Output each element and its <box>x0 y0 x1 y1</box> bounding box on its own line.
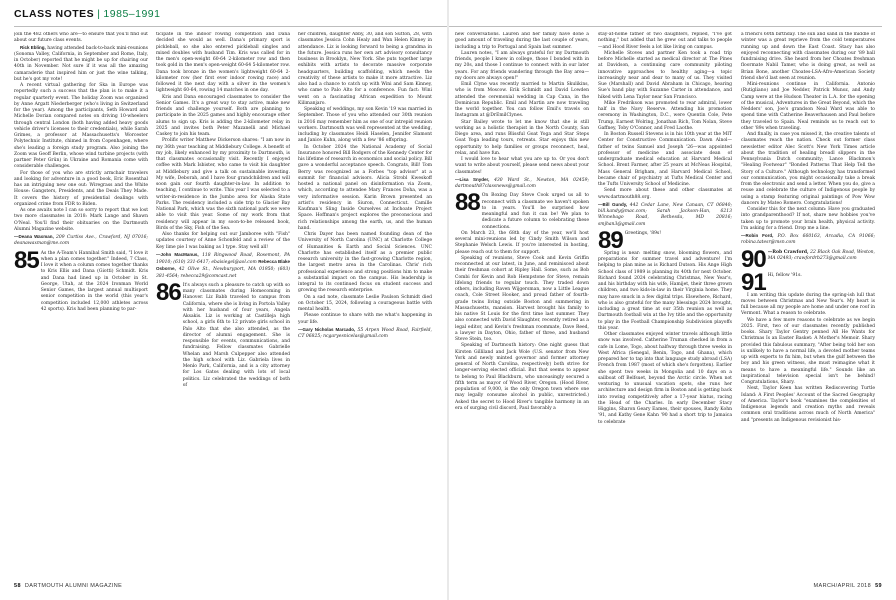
signature <box>598 202 732 228</box>
class-year-number: 86 <box>156 278 181 306</box>
page-number-left: 58 <box>14 583 21 589</box>
class-year-number: 91 <box>741 268 766 296</box>
paragraph-text: Prolific writer Matthew Dickerson shares: "I am now in my 36th year teaching at Middlebury College. A benefit of my job, likely enhanced by my proximity to Dartmouth, is that classmates occasionally visit. Recently I enjoyed coffee with Mark Isbister, who came to visit his daughter at Middlebury and give a talk on sustainable investing. My wife, Deborah, and I have four grandchildren and will soon gain our fourth daughter-in-law. In addition to teaching, I continue to write. This year I was selected to a writer-in-residence in the Jumbo area for Alaska State Parks. The residency included a side trip to Glacier Bay National Park, which was the sixth national park we were able to visit this year. Some of my work from that residency will appear in my soon-to-be released book, Birds of the Sky, Fish of the Sea. <box>156 138 290 231</box>
paragraph: We have a few more reasons to celebrate as we begin 2025. First, two of our classmates recently published books. Shary Taylor Gentry penned All He Wants for Christmas Is an Easter Basket: A Mother's Memoir. Shary provided this fabulous summary, "After being told her son is unlikely to have a normal life, a devoted mother teams up with experts to fix him, but when the gulf between the boy and his green witness, she must reimagine what it means to have a meaningful life." Sounds like an inspirational television special isn't he behind! Congratulations, Shary. <box>741 317 875 385</box>
paragraph: Kris and Dana encouraged classmates to consider the Senior Games. It's a great way to stay active, make new friends and challenge yourself. Both are planning to participate in the 2025 games and highly encourage other alums to sign up. Kris is adding the 2-kilometer relay in 2025 and invites both Peter Mazanelli and Michael Caskey to join his team. <box>156 94 290 137</box>
class-year-number: 88 <box>455 189 480 217</box>
paragraph: Mike Fredrikson was promoted to rear admiral, lower half in the Navy Reserve. Attending his promotion ceremony in Washington, D.C., were Quentin Cole, Pete Trump, Earnest Wolring, Jonathan Rich, Tom Nolan, Steve Gaffney, Toby O'Connor, and Fred Laothe. <box>598 100 732 131</box>
section-years: 1985–1991 <box>103 8 161 20</box>
section-header <box>14 8 160 20</box>
class-year-section <box>741 245 875 273</box>
signature <box>156 252 290 280</box>
paragraph: Send more about these and other classmates at www.dartmouth88.org. <box>598 188 732 200</box>
paragraph: And finally, in case you missed it, the creative talents of classmates reach the nation. Check out former class newsletter editor Alec Scott's New York Times article about the tradition of healing breadl slippers in the Pennsylvania Dutch community; Lance Blackmon's "Healing Footwear" "Bonded Patterns That Help Tell the Story of a Culture." Although technology has transformed our communication, you might occasionally take a break from the electronic and send a letter. When you do, give a reuse and celebrate the culture of Indigenous people by using a stamp featuring original paintings of Pow Wow dancers by Mateo Romero. Congratulations! <box>741 132 875 206</box>
signature-address: 22 Black Oak Road, Weston, MA 02493; crawfordrb273@gmail.com <box>767 249 875 261</box>
section-title: CLASS NOTES <box>14 8 95 20</box>
class-year-number: 85 <box>14 246 39 274</box>
signature-name: Rebecca Blake Osborne, <box>156 259 290 272</box>
signature-address: 42 Olive St., Newburyport, MA 01950; (603) 381-4564; rebecca29@comcast.net <box>156 267 290 279</box>
class-year-section <box>741 268 875 296</box>
class-year-number: 90 <box>741 245 766 273</box>
signature-address: 55 Arpen Wood Road, Fairfield, CT 06825; ncgaryesnicelas@gmail.com <box>298 327 432 339</box>
class-year-section <box>455 189 589 231</box>
column-5 <box>598 32 732 572</box>
paragraph: Speaking of weddings, my son Kevin '19 was married in September. Those of you who attended our 30th reunion in 2016 may remember him as one of our intrepid reunion workers. Dartmouth was well represented at the wedding, including by classmates Heidi Haselen, Jennifer Slamont and Janice Kuhn, along with a few '86 offspring. <box>298 107 432 144</box>
paragraph: Chris Dayer has been named founding dean of the University of North Carolina (UNC) at Charlotte College of Humanities & Earth and Social Sciences. UNC Charlotte has established itself as a premier public research university in the fast-growing Charlotte region, the largest metro area in the Carolinas. Chris' rich professional experience and strong positions him to make a substantial impact on the campus. His leadership is integral to its continued focus on student success and growing the research enterprise. <box>298 232 432 294</box>
paragraph: On a sad note, classmate Leslie Paulson Schmidt died on October 15, 2024, following a courageous battle with mental health. <box>298 294 432 312</box>
paragraph: On March 23, the 68th day of the year, we'll host several mini-reunions led by Cindy Smith Wilson and Stephanie Welsch Lewis. If you're interested in hosting, please reach out to them for support. <box>455 230 589 255</box>
paragraph: For those of you who are strictly armchair travelers and looking for adventure in a good book, Eric Rosenthal has an intriguing new one out: Wiregrass and the White House: Gangsters, Presidents, and the Deals They Made. It covers the history of presidential dealings with organized crime from FDR to Biden. <box>14 170 148 207</box>
paragraph: Lauren notes, "I am always grateful for my Dartmouth friends, people I knew in college, those I bonded with in my 20s, and those I continue to connect with in our later years. For any friends wandering through the Bay area—my doors are always open!" <box>455 50 589 81</box>
paragraph: I would love to hear what you are up to. Or you don't want to write about yourself, please send news about your classmates! <box>455 157 589 175</box>
column-1 <box>14 32 148 572</box>
signature-address: 442 Cedar Lane, New Canaan, CT 06840; bill.kandy@mac.com; Sarah Jackson-Han, 6213 Winnebago Road, Bethesda, MD 20816; smjhan3@gmail.com <box>598 202 732 227</box>
signature-name: —Bill Gundy, <box>598 201 628 207</box>
class-year-section <box>14 246 148 314</box>
name-lead: Rick Ebling, <box>20 44 46 50</box>
column-3 <box>298 32 432 572</box>
magazine-name: DARTMOUTH ALUMNI MAGAZINE <box>24 583 123 589</box>
signature-name: —Rob Crawford, <box>767 249 809 255</box>
class-year-section <box>156 278 290 389</box>
signature-name: —Deana Waxman, <box>14 234 54 239</box>
paragraph: Speaking of reunions, Steve Cook and Kevin Griffin reconnected at our latest, in June, and reminisced about their freshman cohort at Ripley Hall. Some, such as Bob Combi for Kevin and Rob Hempstone for Steve, remain lifelong friends to regular touch. They traded down others, including Raven Wijgersman, now a Little League coach, Cole Street Hooker, and proud father of fourth-grade twins living outside Boston and summering in Massachusetts, mansion. Harvest brought his family to his native St Louis for the first time last summer. They also connected with David Slaughter, recently retired as a legal editor, and Kevin's freshman roommate, Dave Reed, a lawyer in Dayton, Ohio, father of three, and husband Steve Stein, too. <box>455 255 589 342</box>
paragraph: Michelle Stoves and partner Ken took a road trip before Michelle started as medical director at The Pines at Davidson, a continuing care community piloting innovative approaches to healthy aging—a topic increasingly near and dear to many of us. They visited Sue (Marshall) and David Abraham in Chicago, hearing Sue's band play with Suzanne Carter in attendance, and hiked with Lena Taylor near San Francisco. <box>598 50 732 100</box>
paragraph: Consider this for the next column: Have you graduated into grandparenthood? If not, share new hobbies you've taken up to promote your brain health, physical activity. I'm asking for a friend. Drop me a line. <box>741 207 875 231</box>
class-year-number: 89 <box>598 226 623 254</box>
signature <box>298 327 432 341</box>
class-year-section <box>598 226 732 254</box>
signature <box>14 234 148 248</box>
column-6 <box>741 32 875 572</box>
paragraph <box>14 45 148 84</box>
paragraph: I am writing this update during the spring-ish lull that moves between Christmas and New Year's. My heart is full because all my people are home and under one roof in Vermont. What a reason to celebrate. <box>741 292 875 317</box>
paragraph: new conversations. Lauren and her family have done a good amount of traveling during the last couple of years, including a trip to Portugal and Spain last summer. <box>455 32 589 50</box>
paragraph: Star Bailey wrote to let me know that she is still working as a holistic therapist in the North County, San Diego area, and runs Blissful Goat Yoga and Star Steps Goat Yoga leading tours, retreats. Star enjoys this new opportunity to help families or groups reconnect, heal, relax, and have fun. <box>455 119 589 156</box>
column-2 <box>156 32 290 572</box>
signature-name: —Robin Ford, <box>741 233 774 238</box>
paragraph-text: having attended back-to-back mini-reunions (Sonoma Valley, California, in September and Rome, Italy, in October) reported that he might be up for chairing our 40th in November. Not sure if it was all the amazing camaraderie that inspired him or just the wine talking, but he's got my vote! <box>14 45 148 82</box>
paragraph: Spring is near: melting snow, blooming flowers, and preparations for summer travel and adventure! I'm helping to plan mine as is Richard Dutson. His Ange High School class of 1989 is planning its 40th for next October. Richard found 2024 celebrating Christmas, New Year's, and his birthday with his wife, Hamijet, their three grown children, and two kids-in-law in their Virginia home. They may have snuck in a few digital trips. Elsewhere, Richard, who is also grateful for the many blessings 2024 brought, including a great time at our 35th reunion as well as Dartmouth football win at the Ivy title and the opportunity to play in the Football Championship Subdivision playoffs this year. <box>598 250 732 331</box>
section-divider: | <box>97 8 101 20</box>
paragraph: Next, Taylor Keen has written Rediscovering Turtle Island: A First Peoples' Account of the Sacred Geography of America. Taylor's book "examines the complexities of Indigenous legends and creation myths and reveals common oral traditions across much of North America" and "presents an Indigenous revisionist his- <box>741 386 875 423</box>
paragraph: stay-at-home father of two daughters, replied, "I've got nothing," but added that he grew out and talks to people—and Hood River feels a lot like living on campus. <box>598 32 732 50</box>
page-number-right: 59 <box>875 583 882 589</box>
paragraph: In Boston Russell Stevens is in his 10th year at the MIT Center for Constructive Communication. Dawn Alnol—father of twins Samuel and Joseph '26—was appointed professor of medicine and associate dean of undergraduate medical education at Harvard Medical School. Brent Farmer, after 25 years at McNeas Hospital, Mass General Brigham, and Harvard Medical School, became chair of psychiatry at Tufts Medical Center and the Tufts University School of Medicine. <box>598 132 732 187</box>
paragraph: Please continue to share with me what's happening in your life. <box>298 313 432 325</box>
class-year-text: On Boxing Day Steve Cook urged us all to reconnect with a classmate we haven't spoken to in years. You'll be surprised how meaningful and fun it can be! We plan to dedicate a future column to celebrating these connections. <box>481 193 589 230</box>
class-year-text: As the A-Team's Hannibal Smith said, "I love it when a plan comes together." Indeed, 7 Class, I love it when a column comes together thanks to Kris Ellis and Dana (Giotti) Schmidt. Kris and Dana had lined up in October in St. George, Utah, at the 2024 Ironman World Senior Games, the largest annual multisport senior competition in the world (this year's competition included 12,000 athletes across 42 sports). Kris had been planning to par- <box>40 250 148 312</box>
footer-left <box>14 583 122 589</box>
paragraph: join the 482 others who are—to ensure that you'll find out about our future class events. <box>14 32 148 44</box>
signature-address: 118 Ringwood Road, Rosemont, PA 19010; (610) 331-6417; ebaisiegel@aol.com <box>156 252 290 265</box>
issue-date: MARCH/APRIL 2018 <box>813 583 872 589</box>
footer-right <box>814 583 882 589</box>
paragraph-text: Emil Clyne was recently married to Martin Skulikins, who is from Moscow. Erik Schmidt and David Lowden attended the ceremonial wedding in Cap Cana, in the Dominican Republic. Emil and Martin are now traveling the world together. You can follow Emil's travels on Instagram at @DrEmilClynes. <box>455 82 589 119</box>
paragraph: As one awaits note I can so sorry to report that we lost two more classmates in 2018: Mark Lange and Shawn O'Neal. You'll find their obituaries on the Dartmouth Alumni Magazine website. <box>14 208 148 232</box>
class-year-text <box>768 250 875 263</box>
paragraph <box>455 82 589 120</box>
signature-address: 209 Curtiss Ave., Crawford, NJ 07016; deanawaxman@me.com <box>14 235 148 247</box>
signature-name: —John MacManus, <box>156 251 199 257</box>
class-year-text: Greetings, '89s! <box>624 230 662 236</box>
paragraph <box>156 138 290 232</box>
class-year-text: Hi, fellow '91s. <box>767 272 802 278</box>
paragraph: ticipate in the indoor rowing competition and Dana decided she would as well. Dana's primary sport is pickleball, so she also entered pickleball singles and mixed doubles with husband Tim. Kris was called for in the men's open-weight 60-64 2-kilometer row and then took gold in the men's open-weight 60-64 5-kilometer row. Dana took bronze in the women's lightweight 60-64 2-kilometer row (her first ever indoor rowing race) and followed it the next day with a silver in the women's lightweight 60-64, rowing 14 matches in one day. <box>156 32 290 94</box>
signature <box>741 233 875 247</box>
signature-address: P.O. Box 660163, Arcadia, CA 91066; robina.tatesr@msn.com <box>741 234 875 246</box>
signature <box>455 177 589 191</box>
signature-address: 430 Ward St., Newton, MA 02459; dartmouth87classnews@gmail.com <box>455 177 589 189</box>
column-4 <box>455 32 589 572</box>
signature-name: —Lisa Snyder, <box>455 176 490 182</box>
page-gutter <box>447 0 449 600</box>
class-year-text: It's always such a pleasure to catch up with so many classmates during Homecoming in Hanover. Liz Babb traveled to campus from California, where she is living in Portola Valley with her husband of four years, Angela Aksakis. Liz is working at Castilleja high school, a girls 6th to 12 private girls school in Palo Alto that she also attended, as the director of alumni engagement. She is responsible for events, communications, and fundraising. Fellow classmates Gabrielle Whelan and Marsh Culpepper also attended the high school with Liz. Gabriela lives in Menlo Park, California, and is a city attorney for Los Gatos dealing with lots of local politics. Liz celebrated the weddings of both of <box>182 282 290 388</box>
paragraph: Speaking of Dartmouth history: One night guess that Kirsten Gilliland and Jack Wole (U.S. senator from New York and newly minted governor and former attorney general of North Carolina, respectively) both strive for longer-serving elected official. But that seems to appear to belong to Paul Blackburn, who unceasingly secured a fifth term as mayor of Wood River, Oregon. (Hood River, population of 9,000, is the only Oregon town where one may legally consume alcohol in public, unrestricted.) Asked the secret to Hood River's tangible harmony in an era of surging civil discord, Paul favorably a <box>455 343 589 411</box>
paragraph: A recent virtual gathering for Ska in Europe was reportedly such a success that the plan is to make it a regular quarterly event. The holiday Zoom was organized by Anne Argatt Niederberger (who's living in Switzerland for the year). Among the participants, Seth Howard and Michelle Dorian compared notes on driving 10-wheelers through central London (both having added heavy goods vehicle driver's licenses to their credentials), while Sarah Grimes, a professor at Massachusetts's Worcester Polytechnic Institute, chimed in from Copenhagen, where she's leading a foreign study program. Also joining the Zoom was Geoff Berlin, whose wind turbine projects (with partner Peter Grün) in Ukraine and Romania come with considerable challenges. <box>14 83 148 170</box>
paragraph: Mini-reunions continue in California. Antonio (Rutigliano) and Joe Nedder, Patrick Munoz, and Andy Camp were at the Hudson Theater in L.A. for the opening of the musical, Adventures in the Great Beyond, which the Nedders' son, Joe's grandson Neal Ward was able to spend time with Catherine Beaverhausen and Paul before they traveled to Spain. Neal reminds us to reach out to other '89s when traveling. <box>741 82 875 131</box>
paragraph: In October 2024 the National Academy of Social Insurance honored Bill Rodgers of the Kennedy Center for his lifetime of research in economics and social policy. Bill gave a wonderful acceptance speech. Congrats, Bill! Tom Berry was recognized as a Forbes "top advisor" at a summit for financial advisors. Alicia Strobl Kweskoff hosted a national panel on disinformation via Zoom, which, according to attendee Mary Frances Doha, was a very informative session. Karin Brown presented an artist's residency in Siuron, Connecticut. Camille Kaufman's Sling Inside Ourselves at Inchoate Project Space. Hoffman's project explores the preconscious and rich relationships among the earth, us, and the human hand. <box>298 144 432 231</box>
paragraph: Other classmates enjoyed winter travels although little snow was involved. Catherine Truman checked in from a cafe in Lome, Togo, about halfway through three weeks in West Africa (Senegal, Benin, Togo, and Ghana), which prepared her to tap into that language study abroad (LSA) French from 1987 (most of which she's forgotten). Earlier she spent two weeks in Mongolia and 10 days on a sailboat off Belfsuet, beyond the Arctic circle. When not venturing to unusual vacation spots, she runs her architecture and design firm in Boston and is getting back into rowing competitively after a 17-year hiatus, racing the Head of the Charles. In early December Stacy Higgins, Sharon Geary Eames, their spouses, Randy Kohn '91, and Kathy Gene Kahn '90 had a short trip to Jamaica to celebrate <box>598 332 732 425</box>
paragraph: a friend's 60th birthday. The sun and sand in the middle of winter was a great reprieve from the cold temperatures running up and down the East Coast. Stacy has also enjoyed reconnecting with classmates during our '89 ball fundraising drive. She heard from her Choates freshman floormate Nabil Tamer, who is doing great, as well as Brian Bone, another Choates-LSA-Afro-American Society friend she'd last seen at reunion. <box>741 32 875 81</box>
paragraph: her children, daughter Abby, 30, and son Sutton, 28, with classmates Jessica Cohn Healy and Wan Helen Kinney in attendance. Liz is looking forward to being a grandma in the future. Jessica runs her own art advisory consultancy business in Brooklyn, New York. She puts together large exhibits with artists to decorate massive corporate headquarters, building scaffolding, which needs the creativity of these artists to make it more attractive. Liz also had a chance to catch up with Wini and Sam Kinney, who came to Palo Alto for a conference. Fun fact: Wini went on a fascinating African expedition to Mount Kilimanjaro. <box>298 32 432 106</box>
paragraph: Also thanks for helping out our Jamboree with "Fish" updates courtesy of Anne Schonfeld and a review of the Key lime pie I was baking as I type. Stay well all! <box>156 232 290 250</box>
signature-name: —Gary Nicholas Marcado, <box>298 326 356 332</box>
